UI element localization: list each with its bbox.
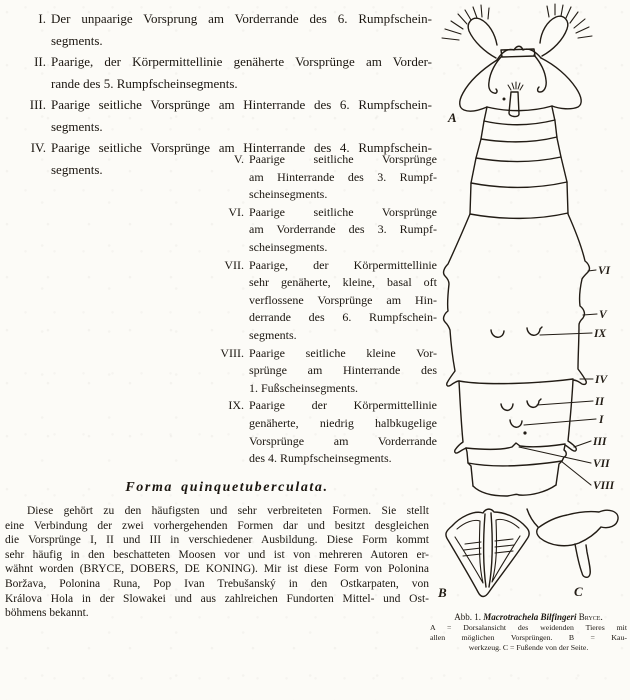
item-numeral: V. [233,152,244,166]
item-line: scheinsegments. [249,239,328,254]
list-item [200,397,437,467]
callout-label-v: V [599,309,607,321]
item-numeral: IX. [228,398,244,413]
item-line: am Vorderrande des 3. Rumpf- [249,222,437,237]
caption-author: Bryce. [578,612,603,622]
caption-line: A = Dorsalansicht des weidenden Tieres mit [430,623,627,632]
leader-lines [519,270,597,485]
item-line: Paarige seitliche Vorsprünge [249,152,437,166]
item-line: Paarige, der Körpermittellinie genäherte Vorsprünge am Vorder- [51,54,432,69]
list-item [200,204,437,257]
figure-b-trophi [437,509,529,600]
caption-line: werkzeug. C = Fußende von der Seite. [468,642,589,652]
callout-label-vii: VII [593,458,610,470]
item-line: Paarige seitliche Vorsprünge [249,204,437,219]
item-line: verflossene Vorsprünge am Hin- [249,292,437,307]
list-item [200,257,437,345]
item-line: des 4. Rumpfscheinsegments. [249,451,392,466]
item-line: Der unpaarige Vorsprung am Vorderrande des 6. Rumpfschein- [51,11,432,26]
figure-label-b: B [438,585,447,600]
callout-label-ix: IX [594,328,607,340]
trophi-teeth [463,539,514,556]
item-numeral: VII. [224,257,244,272]
item-line: Paarige der Körpermittellinie [249,398,437,413]
item-line: Paarige seitliche Vorsprünge am Hinterrande des 4. Rumpfschein- [51,140,432,155]
item-numeral: IV. [30,140,46,155]
item-line: derrande des 6. Rumpfschein- [249,310,437,325]
callout-label-ii: II [595,396,604,408]
list-item [14,8,432,51]
item-line: scheinsegments. [249,187,328,202]
item-line: segments. [51,161,103,177]
list-item [14,51,432,94]
figure-c-foot [527,509,618,599]
list-item [200,345,437,398]
item-line: genäherte, niedrig halbkugelige [249,415,437,430]
paragraph-line: Boržava, Polonina Runa, Pop Ivan Trebušanský in den Ostkarpaten, von [5,577,429,590]
callout-label-vi: VI [598,265,611,277]
paragraph-line: eine Verbindung der zwei vorhergehenden Formen dar und besitzt desgleichen [5,519,429,532]
item-line: rande des 5. Rumpfscheinsegments. [51,75,238,91]
caption-line: allen möglichen Vorsprüngen. B = Kau- [430,632,627,642]
projection-list-mid [200,151,437,468]
caption-title [430,612,627,623]
callout-label-viii: VIII [593,480,615,492]
list-item [200,151,437,204]
item-line: Paarige seitliche kleine Vor- [249,345,437,360]
item-numeral: III. [29,97,46,112]
caption-species: Macrotrachela Bilfingeri [483,612,577,622]
figure-label-a: A [448,110,457,125]
item-numeral: II. [34,54,46,69]
body-paragraph [5,504,429,621]
caption-prefix: Abb. 1. [454,612,482,622]
item-line: segments. [249,327,297,342]
item-line: Vorsprünge am Vorderrande [249,433,437,448]
item-line: segments. [51,118,103,134]
callout-label-i: I [599,414,604,426]
item-numeral: I. [38,11,46,26]
paragraph-line: die Vorsprünge I, II und III in verschiedener Ausbildung. Diese Form kommt [5,534,429,547]
figure-a-animal [442,4,615,496]
item-line: sehr genäherte, kleine, basal oft [249,275,437,290]
callout-label-iii: III [593,436,607,448]
figure-caption [430,612,627,652]
item-line: sprünge am Hinterrande des [249,363,437,378]
item-line: am Hinterrande des 3. Rumpf- [249,169,437,184]
paragraph-line: böhmens bekannt. [5,607,89,620]
figure-illustration [428,0,630,612]
section-heading: Forma quinquetuberculata. [125,480,329,495]
list-item [14,94,432,137]
item-line: segments. [51,32,103,48]
cilia-tube [508,82,523,90]
item-numeral: VIII. [220,345,244,360]
item-line: Paarige seitliche Vorsprünge am Hinterrande des 6. Rumpfschein- [51,97,432,112]
callout-label-iv: IV [595,374,608,386]
item-line: 1. Fußscheinsegments. [249,380,358,395]
item-line: Paarige, der Körpermittellinie [249,257,437,272]
figure-label-c: C [574,584,583,599]
paragraph-line: sehr häufig in den beschatteten Moosen vor und ist von mehreren Autoren er- [5,548,429,561]
item-numeral: VI. [228,204,244,219]
cilia-left [442,5,489,40]
paragraph-line: wähnt worden (BRYCE, DOBERS, DE KONING). Mir ist diese Form von Polonina [5,563,429,576]
paragraph-line: Diese gehört zu den häufigsten und sehr verbreiteten Formen. Sie stellt [27,505,429,517]
paragraph-line: Králova Hola in der Slowakei und aus zahlreichen Fundorten Mittel- und Ost- [5,592,429,605]
cilia-right [547,4,592,38]
